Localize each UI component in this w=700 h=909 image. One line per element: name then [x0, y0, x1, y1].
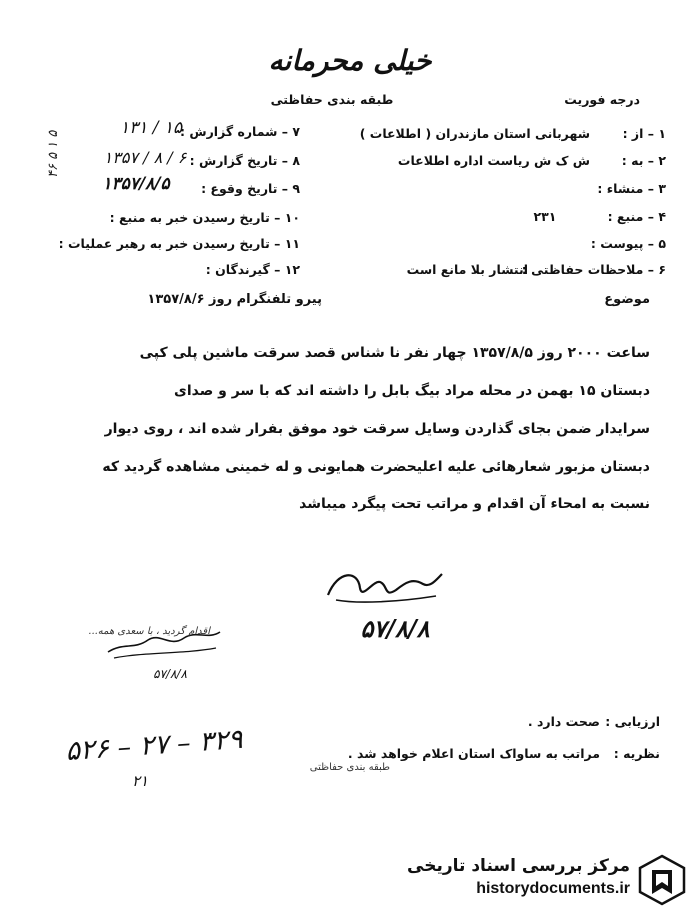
right-field-3: ۳ – منشاء :	[597, 181, 666, 196]
subject-text: پیرو تلفنگرام روز ۱۳۵۷/۸/۶	[147, 292, 322, 307]
left-field-10: ۱۰ – تاریخ رسیدن خبر به منبع :	[109, 210, 300, 225]
field-label: ۹ – تاریخ وقوع :	[201, 181, 300, 196]
body-line: نسبت به امحاء آن اقدام و مراتب تحت پیگرد میباشد	[299, 496, 650, 512]
opinion-label: نظریه :	[613, 746, 660, 761]
archive-number: ۵۲۶ – ۲۷ – ۳۲۹	[64, 723, 244, 768]
signature-date: ۵۷/۸/۸	[360, 614, 430, 643]
priority-label: درجه فوریت	[564, 92, 640, 107]
body-line: دبستان مزبور شعارهائی علیه اعلیحضرت همایونی و له خمینی مشاهده گردید که	[102, 459, 650, 475]
right-field-5: ۵ – پیوست :	[590, 236, 666, 251]
body-line: سرایدار ضمن بجای گذاردن وسایل سرقت خود موفق بفرار شده اند ، روی دیوار	[104, 421, 650, 437]
subject-label: موضوع	[604, 292, 650, 307]
classification-subtitle: طبقه بندی حفاظتی	[270, 92, 394, 107]
field-value: ۱۳۵۷/۸/۵	[102, 174, 170, 194]
field-label: ۷ – شماره گزارش :	[179, 124, 300, 139]
field-label: ۱ – از :	[622, 126, 666, 141]
signature-scribble	[318, 560, 448, 610]
footer-org-name: مرکز بررسی اسناد تاریخی	[407, 856, 630, 876]
field-label: ۶ – ملاحظات حفاظتی :	[521, 262, 666, 277]
body-line: دبستان ۱۵ بهمن در محله مراد بیگ بابل را داشته اند که با سر و صدای	[174, 383, 650, 399]
left-field-11: ۱۱ – تاریخ رسیدن خبر به رهبر عملیات :	[58, 236, 300, 251]
classification-title: خیلی محرمانه	[268, 44, 432, 77]
field-label: ۸ – تاریخ گزارش :	[189, 153, 300, 168]
footer-url: historydocuments.ir	[476, 880, 630, 897]
field-value: انتشار بلا مانع است	[406, 262, 528, 277]
archive-logo-icon	[636, 854, 688, 906]
field-value: ۲۳۱	[533, 209, 557, 224]
field-value: ش ک ش ریاست اداره اطلاعات	[397, 153, 590, 168]
field-label: ۲ – به :	[621, 153, 666, 168]
body-line: ساعت ۲۰۰۰ روز ۱۳۵۷/۸/۵ چهار نفر نا شناس قصد سرقت ماشین پلی کپی	[139, 345, 650, 361]
opinion-value: مراتب به ساواک استان اعلام خواهد شد .	[347, 746, 600, 761]
field-value: ۱۳۱ / ۱۵	[120, 118, 183, 138]
field-label: ۴ – منبع :	[607, 209, 666, 224]
opinion-sub: طبقه بندی حفاظتی	[309, 762, 390, 773]
assessment-value: صحت دارد .	[527, 714, 600, 729]
field-value: شهربانی استان مازندران ( اطلاعات )	[359, 126, 590, 141]
field-value: ۱۳۵۷ / ۸ / ۶	[103, 148, 187, 167]
assessment-label: ارزیابی :	[605, 714, 660, 729]
footer	[0, 852, 700, 909]
annotation-text: اقدام گردید ، با سعدی همه...	[88, 626, 210, 637]
archive-page: ۲۱	[131, 772, 149, 790]
side-note: ۴۶ ۵ ۱ ۵	[46, 130, 61, 178]
annotation-date: ۵۷/۸/۸	[153, 667, 187, 681]
left-field-12: ۱۲ – گیرندگان :	[205, 262, 300, 277]
